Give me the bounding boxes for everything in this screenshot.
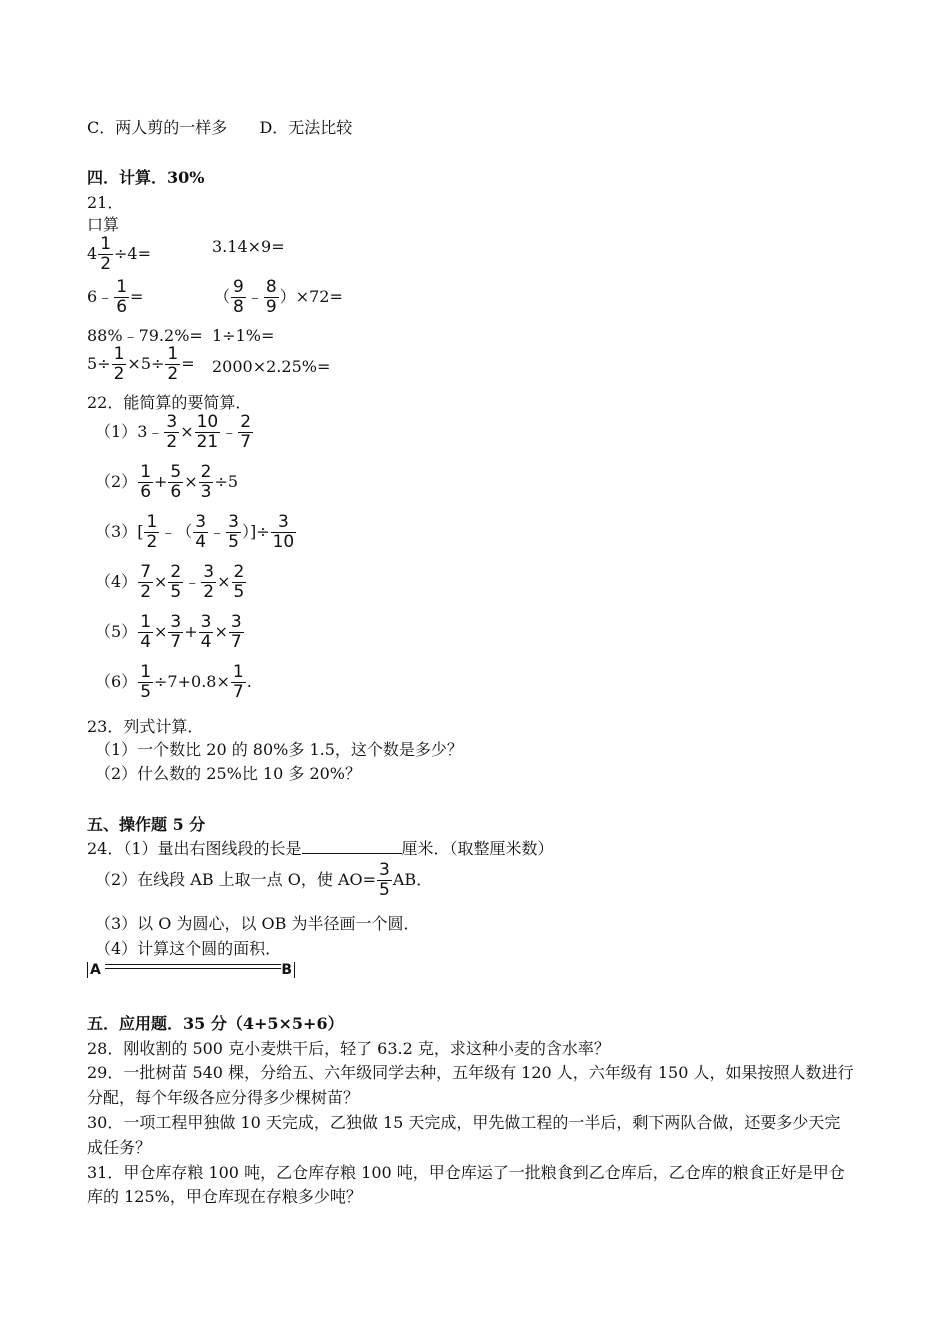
fraction: $\frac{1}{6}$ <box>116 277 128 317</box>
option-c: C．两人剪的一样多 <box>87 118 228 137</box>
fraction: $\frac{1}{2}$ <box>146 512 158 552</box>
q23-title: 23．列式计算． <box>87 717 204 736</box>
segment-end-b <box>294 962 295 978</box>
q22-part5: （5） $\frac{1}{4}$ × $\frac{3}{7}$ + $\frac{3}{4}$ × $\frac{3}{7}$ <box>95 612 242 652</box>
q29-line2: 分配，每个年级各应分得多少棵树苗？ <box>87 1088 360 1107</box>
fraction: $\frac{1}{2}$ <box>167 344 179 384</box>
q31-line1: 31．甲仓库存粮 100 吨，乙仓库存粮 100 吨，甲仓库运了一批粮食到乙仓库后，乙仓库的粮食正好是甲仓 <box>87 1163 845 1182</box>
q30-line1: 30．一项工程甲独做 10 天完成，乙独做 15 天完成，甲先做工程的一半后，剩下两队合做，还要多少天完 <box>87 1113 841 1132</box>
q24-part1: 24．（1）量出右图线段的长是 厘米．（取整厘米数） <box>87 839 554 858</box>
fraction: $\frac{3}{2}$ <box>166 412 178 452</box>
fraction: $\frac{7}{2}$ <box>140 562 152 602</box>
fraction: $\frac{1}{2}$ <box>100 234 112 274</box>
section5b-title: 五．应用题．35 分（4+5×5+6） <box>87 1014 344 1033</box>
fraction: $\frac{2}{5}$ <box>233 562 245 602</box>
line-segment-ab <box>87 960 295 978</box>
q21-r1a: 4 $\frac{1}{2}$ ÷4= <box>87 234 152 274</box>
point-a-label: A <box>90 962 101 978</box>
fraction: $\frac{10}{21}$ <box>196 412 219 452</box>
q21-r2b: （ $\frac{9}{8}$ ﹣ $\frac{8}{9}$ ）×72= <box>214 277 343 317</box>
option-d: D．无法比较 <box>259 118 353 137</box>
q24-part3: （3）以 O 为圆心，以 OB 为半径画一个圆． <box>95 914 420 933</box>
q21-r3b: 1÷1%= <box>212 326 275 345</box>
point-b-label: B <box>281 962 292 978</box>
q24-part4: （4）计算这个圆的面积． <box>95 939 282 958</box>
fraction: $\frac{2}{5}$ <box>170 562 182 602</box>
segment-line <box>105 964 281 969</box>
q22-part1: （1）3﹣ $\frac{3}{2}$ × $\frac{10}{21}$ ﹣ $\frac{2}{7}$ <box>95 412 252 452</box>
fraction: $\frac{8}{9}$ <box>265 277 277 317</box>
q23-part2: （2）什么数的 25%比 10 多 20%？ <box>95 764 362 783</box>
fraction: $\frac{1}{2}$ <box>113 344 125 384</box>
segment-end-a <box>87 962 88 978</box>
fraction: $\frac{9}{8}$ <box>233 277 244 317</box>
q21-r3a: 88%﹣79.2%= <box>87 326 203 345</box>
section5a-title: 五、操作题 5 分 <box>87 815 206 834</box>
q24-part2: （2）在线段 AB 上取一点 O，使 AO= $\frac{3}{5}$ AB． <box>95 860 433 900</box>
q21-r2a: 6﹣ $\frac{1}{6}$ = <box>87 277 144 317</box>
q23-part1: （1）一个数比 20 的 80%多 1.5，这个数是多少？ <box>95 740 463 759</box>
fraction: $\frac{1}{6}$ <box>140 462 152 502</box>
fraction: $\frac{2}{3}$ <box>200 462 212 502</box>
answer-blank[interactable] <box>302 839 402 854</box>
section4-title: 四．计算．30% <box>87 168 205 187</box>
fraction: $\frac{3}{7}$ <box>230 612 242 652</box>
fraction: $\frac{3}{7}$ <box>170 612 182 652</box>
fraction: $\frac{3}{5}$ <box>379 860 390 900</box>
q21-subtitle: 口算 <box>87 215 120 234</box>
q21-number: 21． <box>87 193 124 212</box>
q22-part3: （3）[ $\frac{1}{2}$ ﹣（ $\frac{3}{4}$ ﹣ $\frac{3}{5}$ ）]÷ $\frac{3}{10}$ <box>95 512 295 552</box>
fraction: $\frac{5}{6}$ <box>170 462 182 502</box>
q28: 28．刚收割的 500 克小麦烘干后，轻了 63.2 克，求这种小麦的含水率？ <box>87 1039 610 1058</box>
fraction: $\frac{3}{5}$ <box>228 512 239 552</box>
fraction: $\frac{3}{4}$ <box>195 512 207 552</box>
q21-r4a: 5÷ $\frac{1}{2}$ ×5÷ $\frac{1}{2}$ = <box>87 344 195 384</box>
fraction: $\frac{1}{4}$ <box>140 612 152 652</box>
fraction: $\frac{3}{10}$ <box>272 512 295 552</box>
q21-r1b: 3.14×9= <box>212 237 285 256</box>
fraction: $\frac{2}{7}$ <box>240 412 252 452</box>
q30-line2: 成任务？ <box>87 1138 152 1157</box>
options-line <box>87 117 352 139</box>
q22-part6: （6） $\frac{1}{5}$ ÷7+0.8× $\frac{1}{7}$ . <box>95 662 252 702</box>
fraction: $\frac{3}{2}$ <box>203 562 215 602</box>
q22-part4: （4） $\frac{7}{2}$ × $\frac{2}{5}$ ﹣ $\frac{3}{2}$ × $\frac{2}{5}$ <box>95 562 245 602</box>
q22-part2: （2） $\frac{1}{6}$ + $\frac{5}{6}$ × $\frac{2}{3}$ ÷5 <box>95 462 239 502</box>
q21-r4b: 2000×2.25%= <box>212 357 331 376</box>
fraction: $\frac{3}{4}$ <box>200 612 212 652</box>
q22-title: 22．能简算的要简算． <box>87 393 252 412</box>
q29-line1: 29．一批树苗 540 棵，分给五、六年级同学去种，五年级有 120 人，六年级有 150 人，如果按照人数进行 <box>87 1063 854 1082</box>
fraction: $\frac{1}{5}$ <box>140 662 152 702</box>
fraction: $\frac{1}{7}$ <box>232 662 244 702</box>
q31-line2: 库的 125%，甲仓库现在存粮多少吨？ <box>87 1187 362 1206</box>
